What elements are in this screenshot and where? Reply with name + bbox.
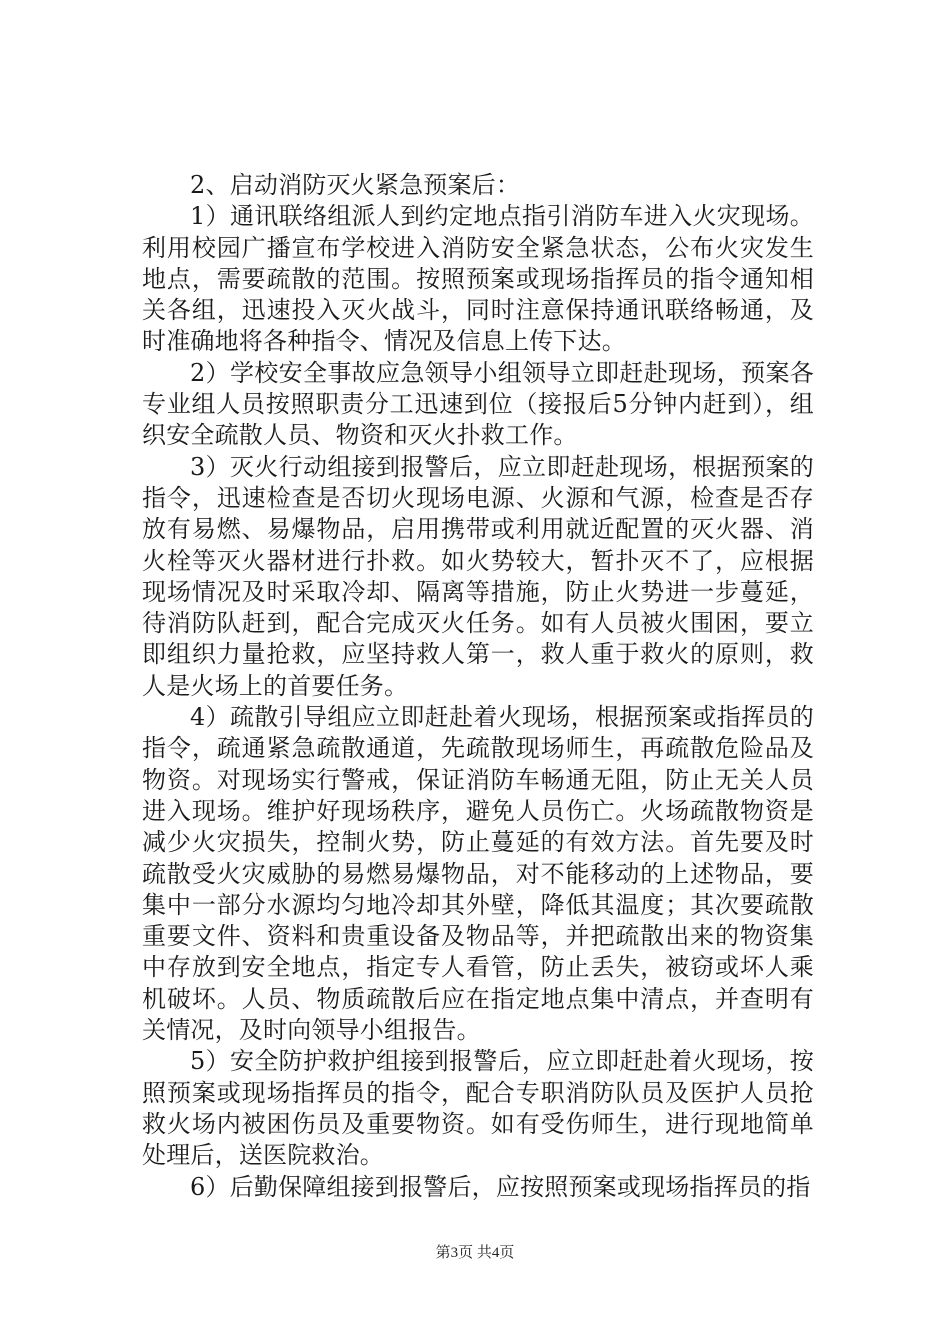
section-heading: 2、启动消防灭火紧急预案后： xyxy=(190,171,521,199)
paragraph-leadership: 2）学校安全事故应急领导小组领导立即赶赴现场，预案各专业组人员按照职责分工迅速到位（接报后5分钟内赶到），组织安全疏散人员、物资和灭火扑救工作。 xyxy=(142,358,814,450)
paragraph-logistics-group: 6）后勤保障组接到报警后，应按照预案或现场指挥员的指 xyxy=(190,1172,811,1201)
paragraph-rescue-group: 5）安全防护救护组接到报警后，应立即赶赴着火现场，按照预案或现场指挥员的指令，配合专职消防队员及医护人员抢救火场内被困伤员及重要物资。如有受伤师生，进行现地简单处理后，送医院救治。 xyxy=(142,1047,814,1170)
paragraph-comm-group: 1）通讯联络组派人到约定地点指引消防车进入火灾现场。利用校园广播宣布学校进入消防安全紧急状态，公布火灾发生地点，需要疏散的范围。按照预案或现场指挥员的指令通知相关各组，迅速投入灭火战斗，同时注意保持通讯联络畅通，及时准确地将各种指令、情况及信息上传下达。 xyxy=(142,202,814,356)
page-number-footer: 第3页 共4页 xyxy=(435,1245,515,1261)
paragraph-firefighting-group: 3）灭火行动组接到报警后，应立即赶赴现场，根据预案的指令，迅速检查是否切火现场电源、火源和气源，检查是否存放有易燃、易爆物品，启用携带或利用就近配置的灭火器、消火栓等灭火器材进行扑救。如火势较大，暂扑灭不了，应根据现场情况及时采取冷却、隔离等措施，防止火势进一步蔓延，待消防队赶到，配合完成灭火任务。如有人员被火围困，要立即组织力量抢救，应坚持救人第一，救人重于救火的原则，救人是火场上的首要任务。 xyxy=(142,452,814,700)
document-body xyxy=(142,170,814,1203)
paragraph-evacuation-group: 4）疏散引导组应立即赶赴着火现场，根据预案或指挥员的指令，疏通紧急疏散通道，先疏散现场师生，再疏散危险品及物资。对现场实行警戒，保证消防车畅通无阻，防止无关人员进入现场。维护好现场秩序，避免人员伤亡。火场疏散物资是减少火灾损失，控制火势，防止蔓延的有效方法。首先要及时疏散受火灾威胁的易燃易爆物品，对不能移动的上述物品，要集中一部分水源均匀地冷却其外壁，降低其温度；其次要疏散重要文件、资料和贵重设备及物品等，并把疏散出来的物资集中存放到安全地点，指定专人看管，防止丢失，被窃或坏人乘机破坏。人员、物质疏散后应在指定地点集中清点，并查明有关情况，及时向领导小组报告。 xyxy=(142,703,814,1045)
